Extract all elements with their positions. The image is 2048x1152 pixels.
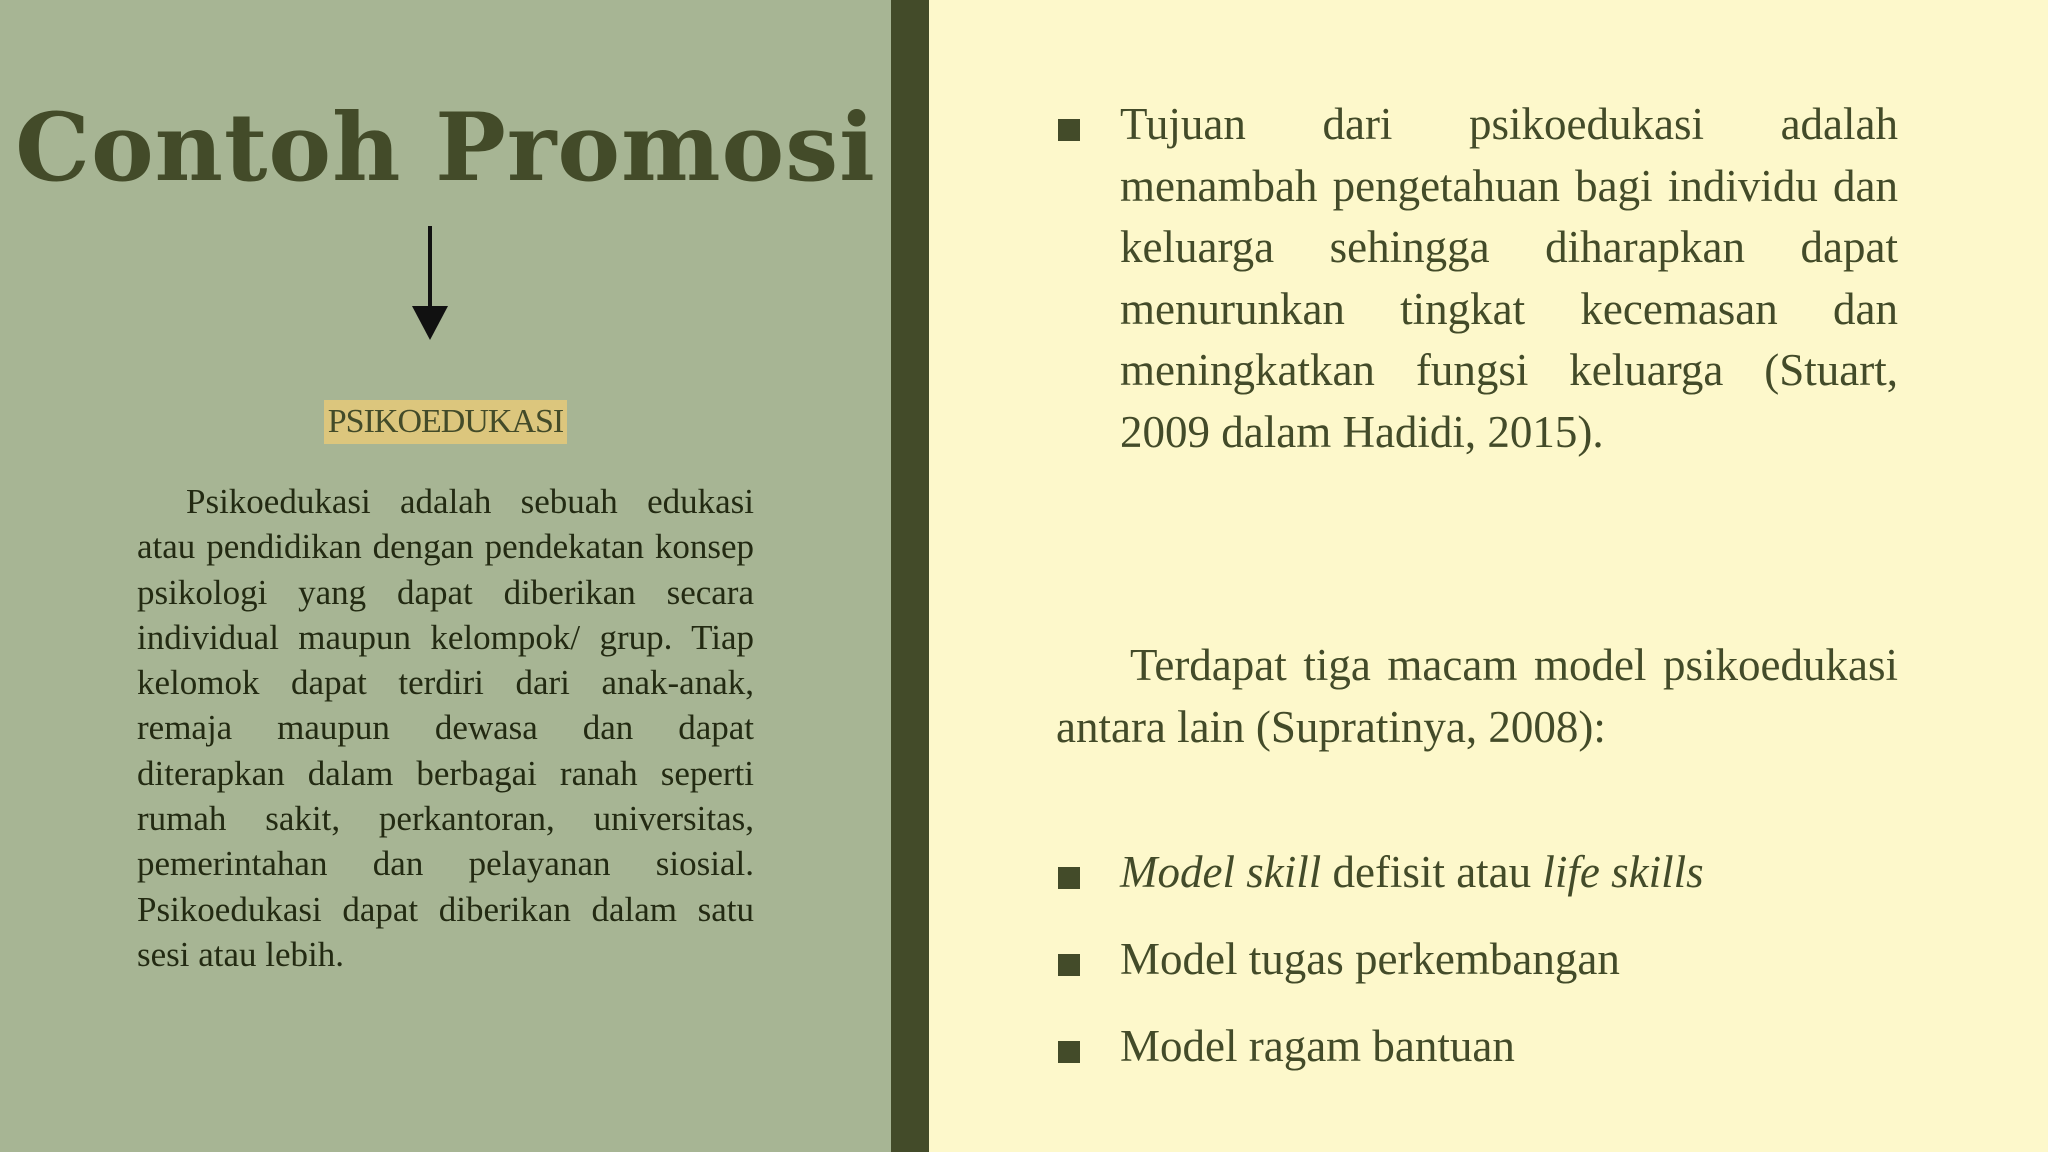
slide-title: Contoh Promosi [15,93,876,203]
model-text: Model ragam bantuan [1120,1021,1515,1071]
definition-paragraph: Psikoedukasi adalah sebuah edukasi atau pendidikan dengan pendekatan konsep psikologi yang dapat diberikan secara individual maupun kelompok/ grup. Tiap kelomok dapat terdiri dari anak-anak, remaja maupun dewasa dan dapat diterapkan dalam berbagai ranah seperti rumah sakit, perkantoran, universitas, pemerintahan dan pelayanan siosial. Psikoedukasi dapat diberikan dalam satu sesi atau lebih. [137,482,754,974]
model-item [1056,842,1898,929]
square-bullet-icon [1058,867,1080,889]
square-bullet-icon [1058,954,1080,976]
models-list [1056,842,1898,1103]
life-skills-term: life skills [1542,847,1704,897]
purpose-list [1056,94,1898,463]
model-item [1056,1016,1898,1103]
down-arrow-icon [406,226,454,340]
section-label-wrap [0,400,891,444]
purpose-text: Tujuan dari psikoedukasi adalah menambah pengetahuan bagi individu dan keluarga sehingga diharapkan dapat menurunkan tingkat kecemasan dan meningkatkan fungsi keluarga (Stuart, 2009 dalam Hadidi, 2015). [1120,99,1898,457]
model-text: Model tugas perkembangan [1120,934,1620,984]
purpose-item [1056,94,1898,463]
models-intro: Terdapat tiga macam model psikoedukasi antara lain (Supratinya, 2008): [1056,640,1898,752]
square-bullet-icon [1058,119,1080,141]
model-skill-text: defisit atau [1321,847,1543,897]
square-bullet-icon [1058,1041,1080,1063]
model-item [1056,929,1898,1016]
section-label: PSIKOEDUKASI [324,400,567,444]
panel-divider [891,0,929,1152]
model-skill-term: Model skill [1120,847,1322,897]
